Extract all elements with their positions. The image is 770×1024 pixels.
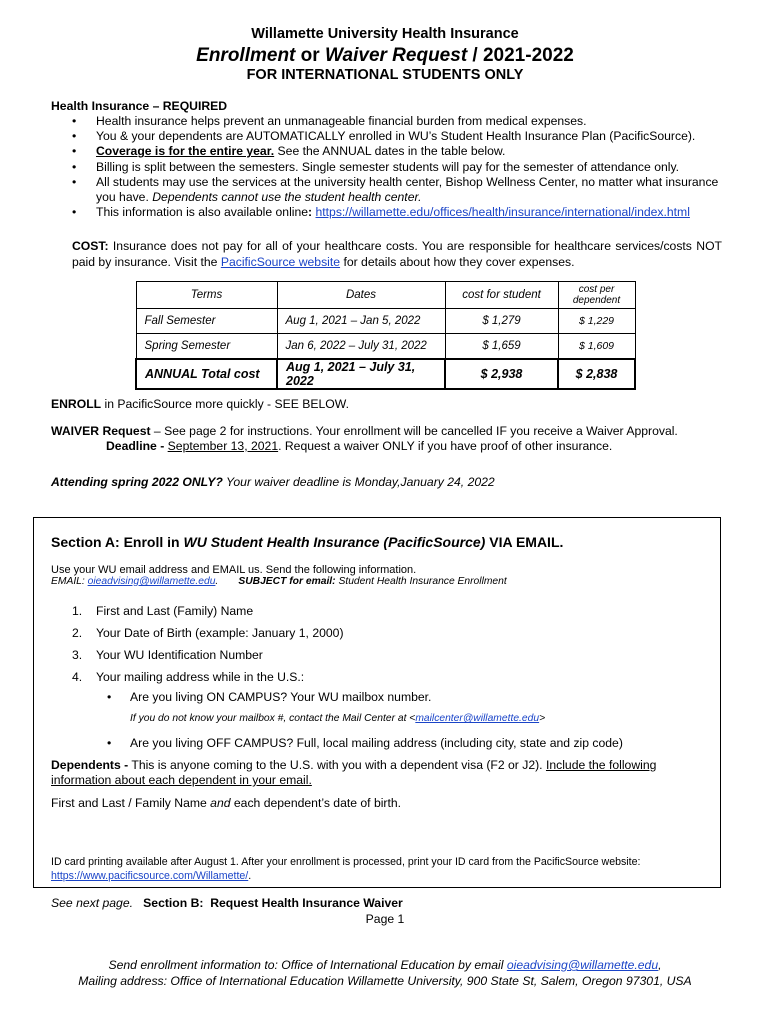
email-dot: . [215, 576, 219, 587]
cell-dependent: $ 1,229 [558, 309, 635, 334]
bullet-item [72, 144, 722, 159]
form-title [0, 45, 770, 67]
wellness-text: All students may use the services at the university health center, Bishop Wellness Center, no matter what insurance you have. [96, 174, 719, 205]
deadline-text: . Request a waiver ONLY if you have proof of other insurance. [278, 439, 613, 453]
dep-list-and: and [210, 796, 231, 810]
title-enrollment: Enrollment [196, 45, 296, 66]
dep-list-2: each dependent’s date of birth. [230, 796, 402, 810]
footer-comma: , [658, 958, 662, 972]
enroll-text: in PacificSource more quickly - SEE BELOW. [101, 397, 350, 411]
online-text: This information is also available online [96, 205, 309, 220]
dependents-info-line [51, 796, 401, 810]
section-a-title [51, 534, 563, 550]
cell-student: $ 1,279 [445, 309, 558, 334]
header-student: cost for student [445, 282, 558, 309]
insurance-info-link[interactable]: https://willamette.edu/offices/health/insurance/international/index.html [315, 205, 690, 220]
spring-text: Your waiver deadline is Monday,January 24, 2022 [222, 475, 495, 489]
bullet-icon: • [107, 736, 112, 750]
dependents-underlined: Include the following information about each dependent in your email. [51, 758, 657, 787]
deadline-label: Deadline [106, 439, 157, 453]
cost-paragraph [72, 238, 722, 270]
title-waiver: Waiver Request [324, 45, 468, 66]
subject-label: SUBJECT for email: [238, 576, 336, 587]
table-row [136, 334, 635, 360]
title-or: or [295, 45, 325, 66]
cell-dependent: $ 1,609 [558, 334, 635, 360]
deadline-sep: - [156, 439, 168, 453]
email-label: EMAIL: [51, 576, 88, 587]
dependents-text: This is anyone coming to the U.S. with you with a dependent visa (F2 or J2). [128, 758, 546, 772]
page-number: Page 1 [365, 912, 405, 926]
header-terms: Terms [136, 282, 277, 309]
step-text: Your mailing address while in the U.S.: [96, 670, 305, 684]
off-campus-item [107, 736, 623, 750]
section-a-italic: WU Student Health Insurance (PacificSource) [183, 534, 486, 550]
insurance-heading: Health Insurance – REQUIRED [51, 99, 228, 113]
bullet-item: • Health insurance helps prevent an unmanageable financial burden from medical expenses. [72, 114, 722, 129]
step-text: First and Last (Family) Name [96, 604, 254, 618]
table-total-row [136, 359, 635, 389]
next-page-line [51, 896, 403, 910]
list-item [72, 666, 712, 688]
waiver-line [51, 424, 678, 438]
dependents-label: Dependents - [51, 758, 129, 772]
section-a-pre: Section A: Enroll in [51, 534, 184, 550]
waiver-text: – See page 2 for instructions. Your enrollment will be cancelled IF you receive a Waiver Approval. [150, 424, 678, 438]
waiver-bold: WAIVER Request [51, 424, 151, 438]
table-row [136, 309, 635, 334]
deadline-date: September 13, 2021 [167, 439, 279, 453]
on-campus-item [107, 690, 431, 704]
section-a-instructions: Use your WU email address and EMAIL us. Send the following information. [51, 564, 417, 576]
next-page-bold: Section B: Request Health Insurance Waiver [133, 896, 403, 910]
next-page-italic: See next page. [51, 896, 133, 910]
list-item [72, 644, 712, 666]
dep-list-1: First and Last / Family Name [51, 796, 211, 810]
off-campus-text: Are you living OFF CAMPUS? Full, local mailing address (including city, state and zip code) [130, 736, 623, 750]
mailbox-note-text: If you do not know your mailbox #, contact the Mail Center at < [130, 713, 416, 724]
bullet-item [72, 175, 722, 205]
cell-student: $ 1,659 [445, 334, 558, 360]
pacificsource-willamette-link[interactable]: https://www.pacificsource.com/Willamette/ [51, 870, 249, 882]
cell-term: Spring Semester [136, 334, 277, 360]
mailbox-note [130, 713, 545, 724]
total-student: $ 2,938 [445, 359, 558, 389]
coverage-rest: See the ANNUAL dates in the table below. [274, 144, 506, 159]
cost-text-1: Insurance does not pay for all of your healthcare costs. You are responsible for healthcare services/costs NOT paid by insurance. Visit the [72, 239, 722, 269]
footer-email-link[interactable]: oieadvising@willamette.edu [506, 958, 659, 972]
step-number: 1. [72, 604, 83, 618]
section-a-post: VIA EMAIL. [485, 534, 564, 550]
list-item [72, 600, 712, 622]
header-dates: Dates [277, 282, 445, 309]
email-line [51, 576, 507, 587]
footer-line-2: Mailing address: Office of International Education Willamette University, 900 State St, Salem, Oregon 97301, USA [78, 974, 692, 988]
cell-dates: Jan 6, 2022 – July 31, 2022 [277, 334, 445, 360]
on-campus-text: Are you living ON CAMPUS? Your WU mailbox number. [130, 690, 432, 704]
enroll-steps-list [72, 600, 712, 688]
table-header-row [136, 282, 635, 309]
subject-text: Student Health Insurance Enrollment [335, 576, 507, 587]
cell-term: Fall Semester [136, 309, 277, 334]
cost-text-2: for details about how they cover expenses. [340, 255, 575, 269]
id-card-text: ID card printing available after August 1. After your enrollment is processed, print your ID card from the PacificSource website: [51, 856, 641, 868]
coverage-strong: Coverage is for the entire year. [96, 144, 275, 159]
spring-deadline-line [51, 475, 495, 489]
header-dependent: cost per dependent [558, 282, 635, 309]
deadline-line [106, 439, 612, 453]
total-dependent: $ 2,838 [558, 359, 635, 389]
mailbox-note-end: > [539, 713, 546, 724]
footer-line-1: Send enrollment information to: Office of International Education by email [108, 958, 507, 972]
footer [0, 957, 770, 989]
bullet-icon: • [107, 690, 112, 704]
dependents-paragraph [51, 758, 711, 788]
spring-bold: Attending spring 2022 ONLY? [51, 475, 223, 489]
bullet-item: • You & your dependents are AUTOMATICALLY enrolled in WU’s Student Health Insurance Plan (PacificSource). [72, 129, 722, 144]
total-dates: Aug 1, 2021 – July 31, 2022 [277, 359, 445, 389]
bullet-item [72, 205, 722, 220]
step-number: 4. [72, 670, 83, 684]
audience-subtitle: FOR INTERNATIONAL STUDENTS ONLY [246, 67, 524, 83]
bullet-item: • Billing is split between the semesters. Single semester students will pay for the semester of attendance only. [72, 160, 722, 175]
oie-email-link[interactable]: oieadvising@willamette.edu [87, 576, 216, 587]
insurance-bullet-list [72, 114, 722, 220]
list-item [72, 622, 712, 644]
step-number: 2. [72, 626, 83, 640]
mailcenter-email-link[interactable]: mailcenter@willamette.edu [415, 713, 540, 724]
step-text: Your Date of Birth (example: January 1, 2000) [96, 626, 344, 640]
enroll-bold: ENROLL [51, 397, 102, 411]
fee-table [135, 281, 636, 390]
pacificsource-link[interactable]: PacificSource website [220, 255, 341, 269]
step-text: Your WU Identification Number [96, 648, 263, 662]
cell-dates: Aug 1, 2021 – Jan 5, 2022 [277, 309, 445, 334]
step-number: 3. [72, 648, 83, 662]
total-term: ANNUAL Total cost [136, 359, 277, 389]
title-year: / 2021-2022 [467, 45, 574, 66]
id-dot: . [248, 870, 252, 882]
enroll-line [51, 397, 349, 411]
dependents-note: Dependents cannot use the student health center. [148, 190, 422, 205]
university-title: Willamette University Health Insurance [251, 26, 519, 42]
id-card-note [51, 855, 711, 883]
online-colon: : [308, 205, 316, 220]
cost-label: COST: [72, 239, 109, 253]
